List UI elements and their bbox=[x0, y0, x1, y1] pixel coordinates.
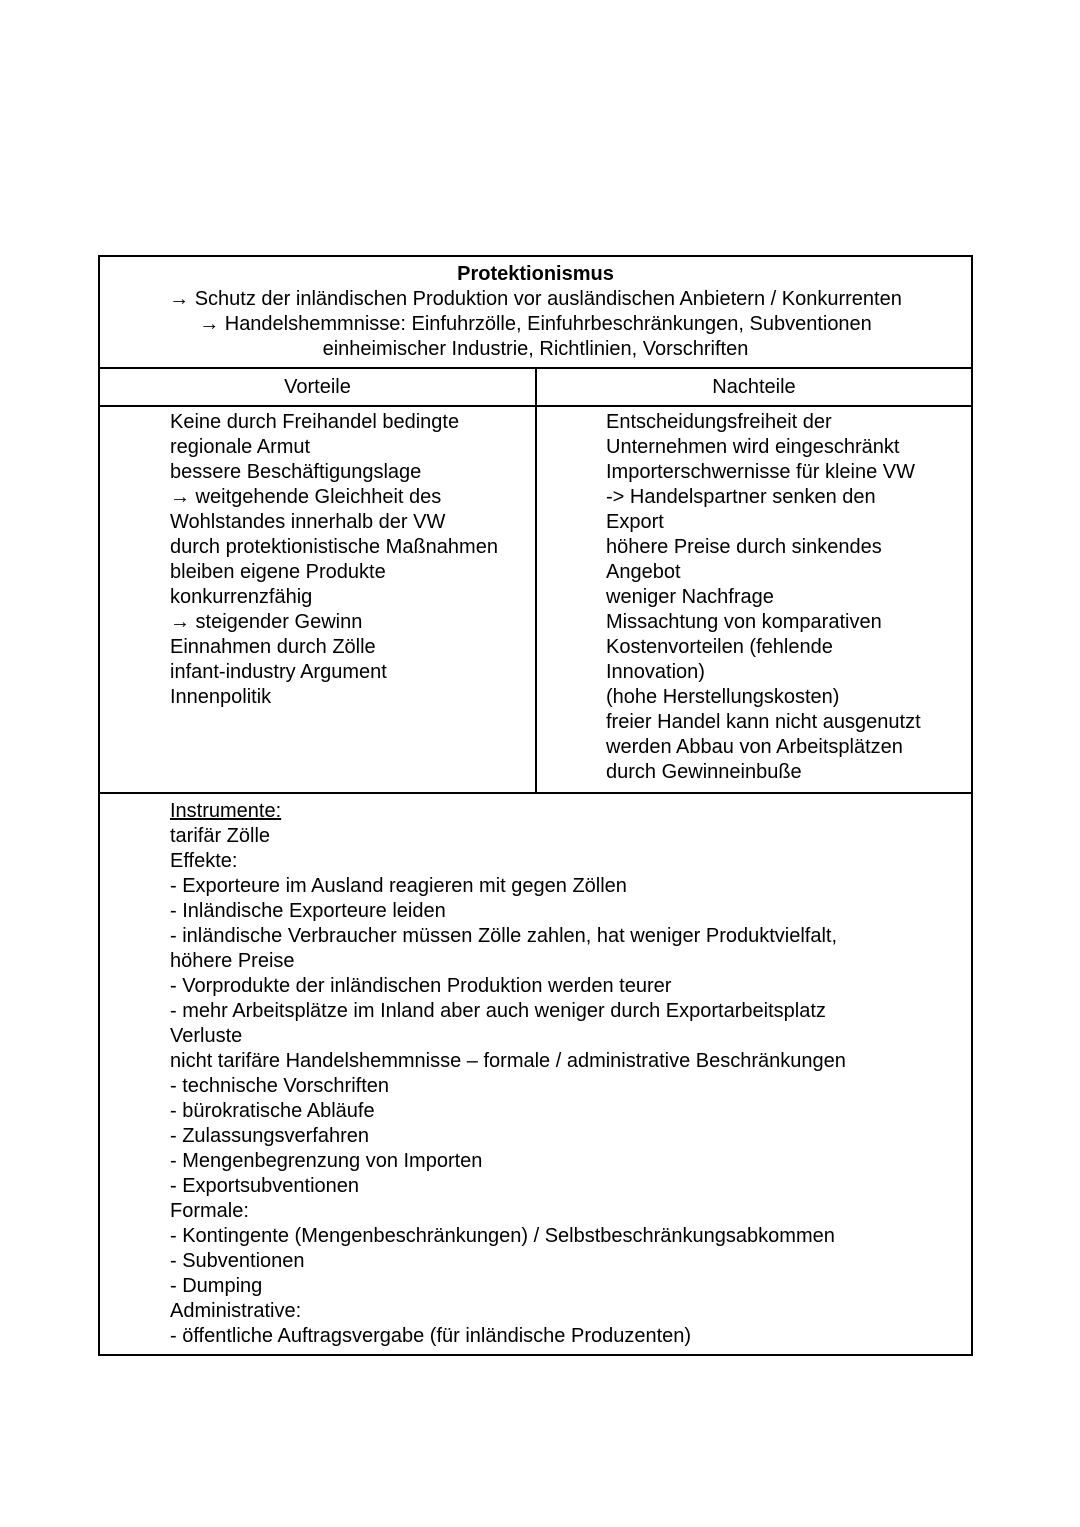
text-line: höhere Preise bbox=[170, 950, 295, 972]
list-item: Kostenvorteilen (fehlende bbox=[606, 636, 833, 658]
text-line: - Zulassungsverfahren bbox=[170, 1125, 369, 1147]
list-item: durch protektionistische Maßnahmen bbox=[170, 536, 498, 558]
list-item: (hohe Herstellungskosten) bbox=[606, 686, 840, 708]
text-line: - bürokratische Abläufe bbox=[170, 1100, 375, 1122]
list-item: -> Handelspartner senken den bbox=[606, 486, 876, 508]
column-divider bbox=[535, 367, 537, 792]
text-line: Administrative: bbox=[170, 1300, 302, 1322]
list-item: weniger Nachfrage bbox=[606, 586, 774, 608]
text-line: - Dumping bbox=[170, 1275, 263, 1297]
table-header bbox=[100, 257, 971, 369]
text-line: - Inländische Exporteure leiden bbox=[170, 900, 446, 922]
column-header-nachteile: Nachteile bbox=[712, 376, 796, 398]
header-line: → Schutz der inländischen Produktion vor ausländischen Anbietern / Konkurrenten bbox=[169, 288, 902, 310]
list-item: Keine durch Freihandel bedingte bbox=[170, 411, 460, 433]
text-line: - Subventionen bbox=[170, 1250, 305, 1272]
list-item: Unternehmen wird eingeschränkt bbox=[606, 436, 900, 458]
protektionismus-table bbox=[98, 255, 973, 1356]
text-line: - mehr Arbeitsplätze im Inland aber auch weniger durch Exportarbeitsplatz bbox=[170, 1000, 826, 1022]
instrumente-section bbox=[170, 799, 960, 1349]
list-item: Missachtung von komparativen bbox=[606, 611, 882, 633]
list-item: Innenpolitik bbox=[170, 686, 272, 708]
list-item: Angebot bbox=[606, 561, 681, 583]
list-item: Importerschwernisse für kleine VW bbox=[606, 461, 915, 483]
page-title: Protektionismus bbox=[457, 263, 614, 285]
text-line: - Mengenbegrenzung von Importen bbox=[170, 1150, 483, 1172]
list-item: Export bbox=[606, 511, 664, 533]
list-item: konkurrenzfähig bbox=[170, 586, 313, 608]
column-header-vorteile: Vorteile bbox=[284, 376, 351, 398]
list-item: werden Abbau von Arbeitsplätzen bbox=[606, 736, 903, 758]
text-line: - Kontingente (Mengenbeschränkungen) / Selbstbeschränkungsabkommen bbox=[170, 1225, 835, 1247]
nachteile-list bbox=[606, 410, 966, 785]
header-line: einheimischer Industrie, Richtlinien, Vorschriften bbox=[322, 338, 749, 360]
list-item: regionale Armut bbox=[170, 436, 311, 458]
text-line: - inländische Verbraucher müssen Zölle zahlen, hat weniger Produktvielfalt, bbox=[170, 925, 838, 947]
list-item: durch Gewinneinbuße bbox=[606, 761, 802, 783]
list-item: freier Handel kann nicht ausgenutzt bbox=[606, 711, 921, 733]
text-line: - öffentliche Auftragsvergabe (für inländische Produzenten) bbox=[170, 1325, 692, 1347]
list-item: Wohlstandes innerhalb der VW bbox=[170, 511, 446, 533]
list-item: Entscheidungsfreiheit der bbox=[606, 411, 832, 433]
text-line: - Vorprodukte der inländischen Produktion werden teurer bbox=[170, 975, 672, 997]
text-line: Verluste bbox=[170, 1025, 243, 1047]
text-line: - technische Vorschriften bbox=[170, 1075, 389, 1097]
text-line: Formale: bbox=[170, 1200, 249, 1222]
vorteile-list bbox=[170, 410, 530, 710]
list-item: infant-industry Argument bbox=[170, 661, 387, 683]
text-line: - Exportsubventionen bbox=[170, 1175, 360, 1197]
list-item: Einnahmen durch Zölle bbox=[170, 636, 376, 658]
list-item: bessere Beschäftigungslage bbox=[170, 461, 422, 483]
row-divider bbox=[100, 792, 971, 794]
text-line: - Exporteure im Ausland reagieren mit gegen Zöllen bbox=[170, 875, 627, 897]
header-line: → Handelshemmnisse: Einfuhrzölle, Einfuhrbeschränkungen, Subventionen bbox=[199, 313, 872, 335]
list-item: → steigender Gewinn bbox=[170, 611, 363, 633]
list-item: bleiben eigene Produkte bbox=[170, 561, 386, 583]
list-item: Innovation) bbox=[606, 661, 705, 683]
list-item: höhere Preise durch sinkendes bbox=[606, 536, 882, 558]
section-heading: Instrumente: bbox=[170, 800, 282, 822]
text-line: tarifär Zölle bbox=[170, 825, 271, 847]
text-line: nicht tarifäre Handelshemmnisse – formale / administrative Beschränkungen bbox=[170, 1050, 846, 1072]
list-item: → weitgehende Gleichheit des bbox=[170, 486, 442, 508]
text-line: Effekte: bbox=[170, 850, 238, 872]
